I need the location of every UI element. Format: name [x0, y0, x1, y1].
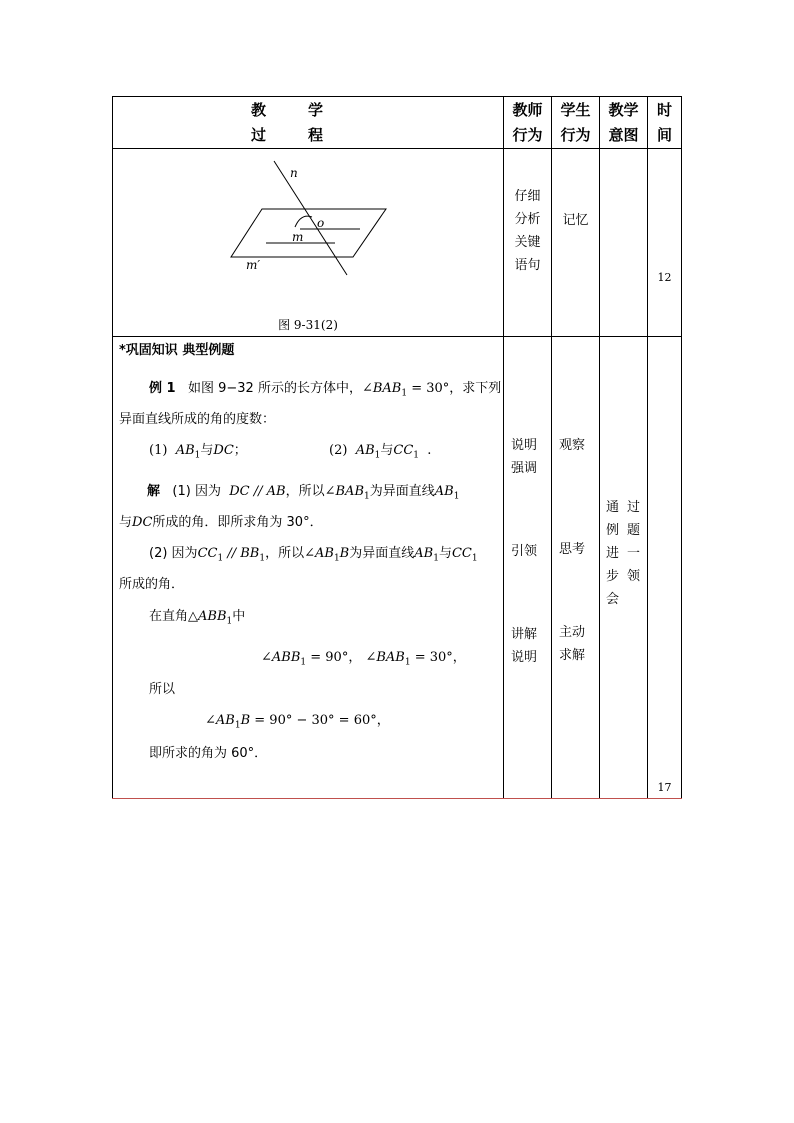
- example-row: [113, 337, 682, 799]
- equation-1: $\angle ABB_1 = 90^\circ$， $\angle BAB_1 = 30^\circ$，: [261, 650, 466, 668]
- teacher-behavior-2: 说明 强调 引领 讲解 说明: [504, 337, 552, 799]
- lesson-plan-table: [112, 96, 682, 799]
- figure-row: [113, 149, 682, 337]
- header-student-behavior: 学生 行为: [552, 97, 600, 149]
- time-1: 12: [648, 149, 682, 337]
- teaching-intent-2: 通过 例题 进一 步领 会: [600, 337, 648, 799]
- student-behavior-1: 记忆: [552, 149, 600, 337]
- student-behavior-2: 观察 思考 主动 求解: [552, 337, 600, 799]
- solution-1-line-2: 与DC所成的角．即所求角为 30°．: [119, 515, 323, 530]
- time-2: 17: [648, 337, 682, 799]
- header-time: 时 间: [648, 97, 682, 149]
- solution-2-line-1: (2) 因为$CC_1 // BB_1$，所以$\angle AB_1B$为异面直线$AB_1$与$CC_1$: [149, 546, 478, 564]
- so-line: 所以: [149, 682, 176, 697]
- answer-line: 即所求的角为 60°．: [149, 746, 268, 761]
- section-title: *巩固知识 典型例题: [119, 343, 235, 358]
- figure-cell: [113, 149, 504, 337]
- intent-1: [600, 149, 648, 337]
- right-triangle-line: 在直角$\triangle ABB_1$中: [149, 609, 246, 627]
- solution-1-line-1: 解 (1) 因为 DC // AB，所以$\angle BAB_1$为异面直线$AB_1$: [147, 484, 460, 502]
- header-teaching-process: 教 学 过 程: [113, 97, 504, 149]
- question-2: (2) $AB_1$与$CC_1$ .: [329, 443, 432, 461]
- label-n: n: [290, 166, 298, 180]
- example-cell: [113, 337, 504, 799]
- example-line-2: 异面直线所成的角的度数：: [119, 412, 276, 427]
- example-line-1: 例 1 如图 9−32 所示的长方体中，$\angle BAB_1 = 30^\circ$，求下列: [149, 381, 502, 399]
- header-teaching-intent: 教学 意图: [600, 97, 648, 149]
- figure-caption: 图 9-31(2): [278, 318, 338, 332]
- teacher-behavior-1: 仔细 分析 关键 语句: [504, 149, 552, 337]
- header-row: [113, 97, 682, 149]
- question-1: (1) $AB_1$与DC；: [149, 443, 247, 461]
- label-m-prime: m′: [246, 258, 261, 272]
- header-teacher-behavior: 教师 行为: [504, 97, 552, 149]
- solution-2-line-2: 所成的角．: [119, 577, 185, 592]
- label-o: o: [317, 216, 325, 230]
- plane-figure: [113, 149, 504, 335]
- equation-2: $\angle AB_1B = 90^\circ - 30^\circ = 60^\circ$，: [205, 713, 390, 731]
- label-m: m: [292, 230, 304, 244]
